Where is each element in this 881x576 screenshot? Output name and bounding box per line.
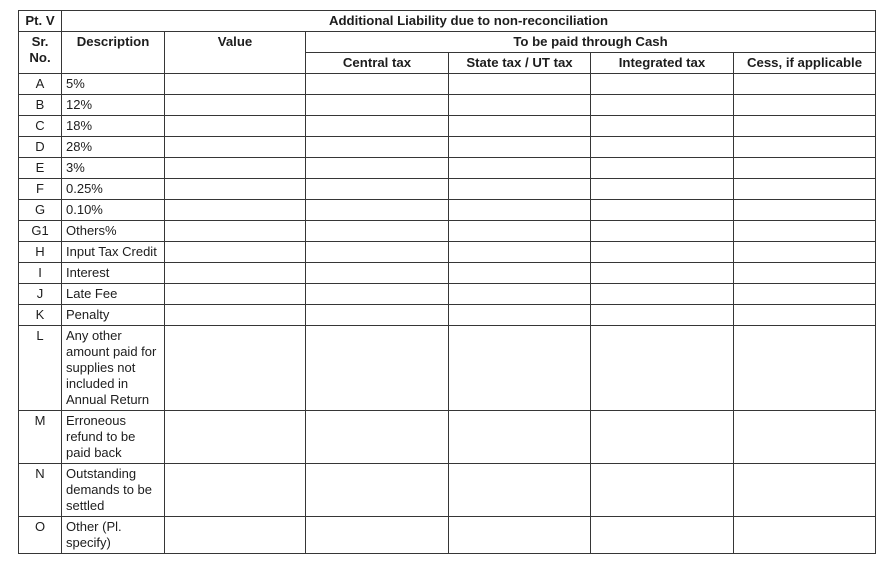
- value-cell: [165, 263, 306, 284]
- sr-cell: L: [19, 326, 62, 411]
- state-tax-cell: [449, 221, 591, 242]
- table-row: [19, 137, 876, 158]
- description-cell: Late Fee: [62, 284, 165, 305]
- integrated-tax-cell: [591, 116, 734, 137]
- integrated-tax-cell: [591, 158, 734, 179]
- value-cell: [165, 411, 306, 464]
- description-cell: Any other amount paid for supplies not included in Annual Return: [62, 326, 165, 411]
- description-cell: Other (Pl. specify): [62, 517, 165, 554]
- state-tax-cell: [449, 137, 591, 158]
- description-cell: 18%: [62, 116, 165, 137]
- table-row: [19, 284, 876, 305]
- value-cell: [165, 74, 306, 95]
- cess-cell: [734, 464, 876, 517]
- value-cell: [165, 305, 306, 326]
- column-header-row: [19, 32, 876, 53]
- state-tax-cell: [449, 242, 591, 263]
- integrated-tax-cell: [591, 95, 734, 116]
- central-tax-cell: [306, 200, 449, 221]
- state-tax-cell: [449, 116, 591, 137]
- central-tax-cell: [306, 95, 449, 116]
- central-tax-cell: [306, 116, 449, 137]
- integrated-tax-cell: [591, 221, 734, 242]
- description-cell: 3%: [62, 158, 165, 179]
- description-cell: Erroneous refund to be paid back: [62, 411, 165, 464]
- integrated-tax-cell: [591, 263, 734, 284]
- description-cell: 5%: [62, 74, 165, 95]
- sr-cell: J: [19, 284, 62, 305]
- central-tax-cell: [306, 137, 449, 158]
- col-header-cess: Cess, if applicable: [734, 53, 876, 74]
- cess-cell: [734, 179, 876, 200]
- description-cell: Outstanding demands to be settled: [62, 464, 165, 517]
- col-header-state-tax: State tax / UT tax: [449, 53, 591, 74]
- cess-cell: [734, 158, 876, 179]
- sr-cell: C: [19, 116, 62, 137]
- value-cell: [165, 464, 306, 517]
- state-tax-cell: [449, 200, 591, 221]
- part-label: Pt. V: [19, 11, 62, 32]
- cess-cell: [734, 95, 876, 116]
- state-tax-cell: [449, 326, 591, 411]
- cess-cell: [734, 200, 876, 221]
- cess-cell: [734, 116, 876, 137]
- table-row: [19, 221, 876, 242]
- description-cell: 28%: [62, 137, 165, 158]
- cess-cell: [734, 263, 876, 284]
- central-tax-cell: [306, 284, 449, 305]
- table-row: [19, 200, 876, 221]
- table-row: [19, 464, 876, 517]
- central-tax-cell: [306, 179, 449, 200]
- central-tax-cell: [306, 242, 449, 263]
- table-title: Additional Liability due to non-reconciliation: [62, 11, 876, 32]
- integrated-tax-cell: [591, 137, 734, 158]
- cess-cell: [734, 305, 876, 326]
- col-header-sr-no: Sr. No.: [19, 32, 62, 74]
- value-cell: [165, 242, 306, 263]
- state-tax-cell: [449, 517, 591, 554]
- integrated-tax-cell: [591, 200, 734, 221]
- description-cell: 12%: [62, 95, 165, 116]
- central-tax-cell: [306, 263, 449, 284]
- value-cell: [165, 284, 306, 305]
- part-header-row: [19, 11, 876, 32]
- integrated-tax-cell: [591, 74, 734, 95]
- table-row: [19, 305, 876, 326]
- sr-cell: F: [19, 179, 62, 200]
- description-cell: 0.25%: [62, 179, 165, 200]
- sr-cell: H: [19, 242, 62, 263]
- integrated-tax-cell: [591, 305, 734, 326]
- value-cell: [165, 326, 306, 411]
- table-row: [19, 263, 876, 284]
- integrated-tax-cell: [591, 517, 734, 554]
- value-cell: [165, 116, 306, 137]
- col-header-central-tax: Central tax: [306, 53, 449, 74]
- central-tax-cell: [306, 464, 449, 517]
- central-tax-cell: [306, 326, 449, 411]
- table-row: [19, 74, 876, 95]
- integrated-tax-cell: [591, 284, 734, 305]
- table-row: [19, 242, 876, 263]
- value-cell: [165, 158, 306, 179]
- table-body: [19, 74, 876, 554]
- table-row: [19, 326, 876, 411]
- state-tax-cell: [449, 158, 591, 179]
- col-header-cash-group: To be paid through Cash: [306, 32, 876, 53]
- sr-cell: A: [19, 74, 62, 95]
- state-tax-cell: [449, 411, 591, 464]
- col-header-integrated-tax: Integrated tax: [591, 53, 734, 74]
- value-cell: [165, 200, 306, 221]
- table-row: [19, 411, 876, 464]
- sr-cell: D: [19, 137, 62, 158]
- description-cell: 0.10%: [62, 200, 165, 221]
- state-tax-cell: [449, 74, 591, 95]
- integrated-tax-cell: [591, 179, 734, 200]
- central-tax-cell: [306, 411, 449, 464]
- central-tax-cell: [306, 221, 449, 242]
- sr-cell: K: [19, 305, 62, 326]
- cess-cell: [734, 74, 876, 95]
- table-row: [19, 179, 876, 200]
- cess-cell: [734, 221, 876, 242]
- value-cell: [165, 517, 306, 554]
- col-header-description: Description: [62, 32, 165, 74]
- value-cell: [165, 221, 306, 242]
- col-header-value: Value: [165, 32, 306, 74]
- description-cell: Penalty: [62, 305, 165, 326]
- table-row: [19, 116, 876, 137]
- state-tax-cell: [449, 263, 591, 284]
- cess-cell: [734, 411, 876, 464]
- additional-liability-table: [18, 10, 876, 554]
- description-cell: Interest: [62, 263, 165, 284]
- value-cell: [165, 137, 306, 158]
- integrated-tax-cell: [591, 411, 734, 464]
- cess-cell: [734, 284, 876, 305]
- table-row: [19, 95, 876, 116]
- central-tax-cell: [306, 158, 449, 179]
- central-tax-cell: [306, 74, 449, 95]
- cess-cell: [734, 326, 876, 411]
- value-cell: [165, 95, 306, 116]
- state-tax-cell: [449, 305, 591, 326]
- description-cell: Input Tax Credit: [62, 242, 165, 263]
- state-tax-cell: [449, 284, 591, 305]
- sr-cell: B: [19, 95, 62, 116]
- description-cell: Others%: [62, 221, 165, 242]
- state-tax-cell: [449, 179, 591, 200]
- cess-cell: [734, 517, 876, 554]
- state-tax-cell: [449, 464, 591, 517]
- cess-cell: [734, 242, 876, 263]
- sr-cell: G1: [19, 221, 62, 242]
- value-cell: [165, 179, 306, 200]
- cess-cell: [734, 137, 876, 158]
- central-tax-cell: [306, 517, 449, 554]
- sr-cell: M: [19, 411, 62, 464]
- state-tax-cell: [449, 95, 591, 116]
- central-tax-cell: [306, 305, 449, 326]
- sr-cell: N: [19, 464, 62, 517]
- sr-cell: G: [19, 200, 62, 221]
- sr-cell: I: [19, 263, 62, 284]
- integrated-tax-cell: [591, 464, 734, 517]
- table-row: [19, 517, 876, 554]
- sr-cell: O: [19, 517, 62, 554]
- integrated-tax-cell: [591, 326, 734, 411]
- integrated-tax-cell: [591, 242, 734, 263]
- table-row: [19, 158, 876, 179]
- sr-cell: E: [19, 158, 62, 179]
